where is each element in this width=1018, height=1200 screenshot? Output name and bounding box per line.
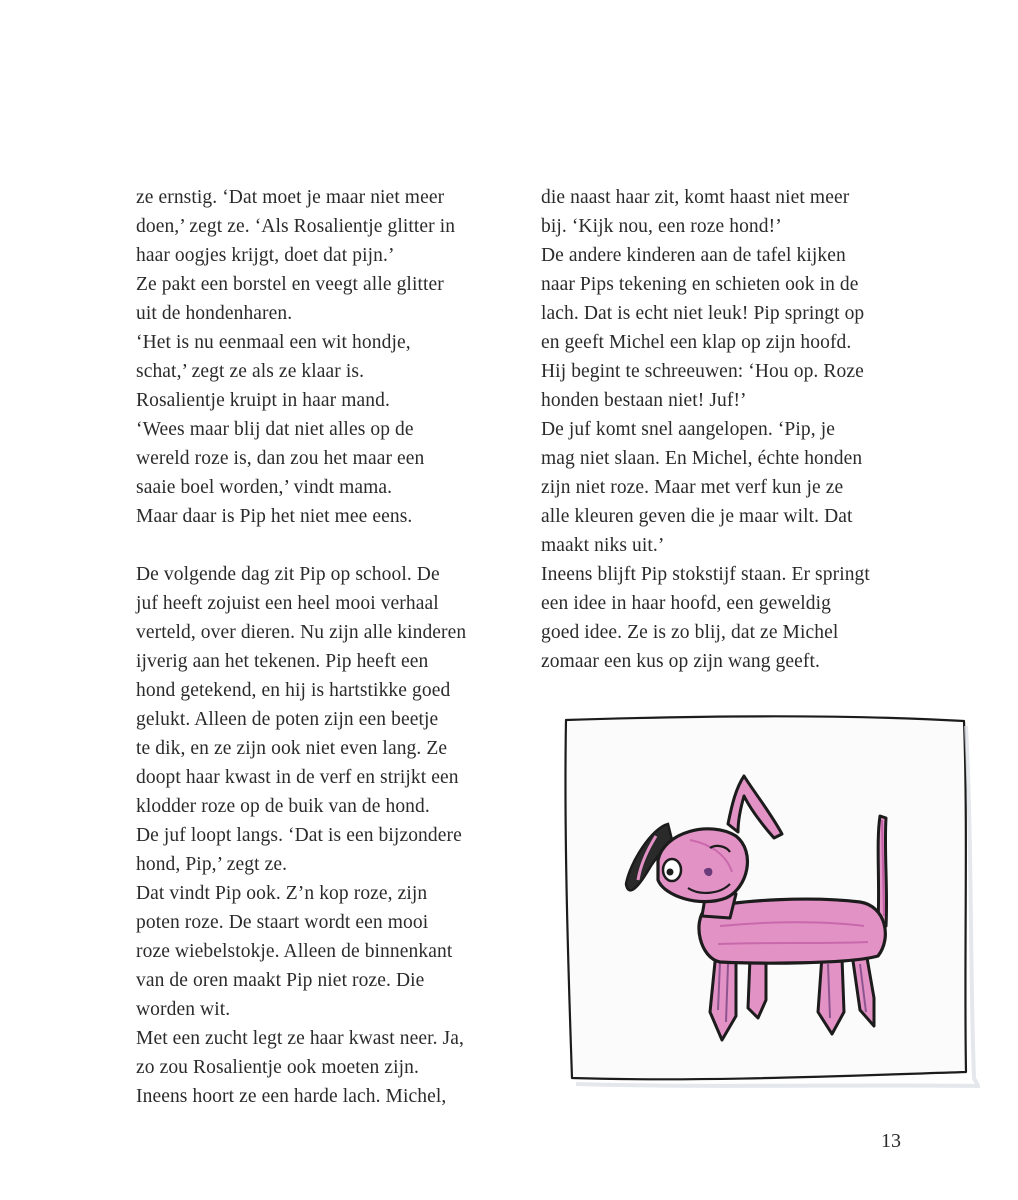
text-line: verteld, over dieren. Nu zijn alle kinderen — [136, 622, 467, 643]
text-line: wereld roze is, dan zou het maar een — [136, 448, 425, 469]
text-line: De andere kinderen aan de tafel kijken — [541, 245, 846, 266]
text-line: te dik, en ze zijn ook niet even lang. Ze — [136, 738, 448, 759]
text-line: De juf komt snel aangelopen. ‘Pip, je — [541, 419, 835, 440]
text-line: van de oren maakt Pip niet roze. Die — [136, 970, 425, 991]
text-line: goed idee. Ze is zo blij, dat ze Michel — [541, 622, 839, 643]
text-line: uit de hondenharen. — [136, 303, 293, 324]
text-line: naar Pips tekening en schieten ook in de — [541, 274, 859, 295]
text-line: klodder roze op de buik van de hond. — [136, 796, 430, 817]
page-number: 13 — [881, 1130, 901, 1152]
text-column-left — [136, 183, 516, 1111]
dog-leg-front-right — [748, 958, 766, 1018]
text-line: die naast haar zit, komt haast niet meer — [541, 187, 850, 208]
text-line: zo zou Rosalientje ook moeten zijn. — [136, 1057, 419, 1078]
text-line: gelukt. Alleen de poten zijn een beetje — [136, 709, 439, 730]
text-line: ze ernstig. ‘Dat moet je maar niet meer — [136, 187, 445, 208]
text-line: Dat vindt Pip ook. Z’n kop roze, zijn — [136, 883, 428, 904]
text-line: schat,’ zegt ze als ze klaar is. — [136, 361, 365, 382]
text-line: Ineens blijft Pip stokstijf staan. Er springt — [541, 564, 870, 585]
text-line: mag niet slaan. En Michel, échte honden — [541, 448, 863, 469]
text-line: Ineens hoort ze een harde lach. Michel, — [136, 1086, 447, 1107]
paragraph-gap — [136, 531, 516, 560]
text-line: ‘Wees maar blij dat niet alles op de — [136, 419, 414, 440]
text-line: Maar daar is Pip het niet mee eens. — [136, 506, 413, 527]
text-line: Met een zucht legt ze haar kwast neer. Ja, — [136, 1028, 464, 1049]
text-line: doopt haar kwast in de verf en strijkt een — [136, 767, 459, 788]
text-line: doen,’ zegt ze. ‘Als Rosalientje glitter in — [136, 216, 456, 237]
text-line: Hij begint te schreeuwen: ‘Hou op. Roze — [541, 361, 864, 382]
text-line: saaie boel worden,’ vindt mama. — [136, 477, 393, 498]
text-line: Rosalientje kruipt in haar mand. — [136, 390, 390, 411]
dog-pupil — [667, 869, 674, 876]
text-line: De juf loopt langs. ‘Dat is een bijzondere — [136, 825, 462, 846]
text-line: ijverig aan het tekenen. Pip heeft een — [136, 651, 429, 672]
text-line: Ze pakt een borstel en veegt alle glitter — [136, 274, 444, 295]
text-line: maakt niks uit.’ — [541, 535, 665, 556]
text-line: zomaar een kus op zijn wang geeft. — [541, 651, 820, 672]
pink-dog-illustration — [560, 712, 980, 1088]
pink-dog-drawing — [560, 712, 980, 1088]
text-line: alle kleuren geven die je maar wilt. Dat — [541, 506, 853, 527]
text-line: worden wit. — [136, 999, 231, 1020]
text-line: De volgende dag zit Pip op school. De — [136, 564, 440, 585]
text-line: ‘Het is nu eenmaal een wit hondje, — [136, 332, 411, 353]
text-line: bij. ‘Kijk nou, een roze hond!’ — [541, 216, 782, 237]
text-line: hond, Pip,’ zegt ze. — [136, 854, 288, 875]
text-line: lach. Dat is echt niet leuk! Pip springt op — [541, 303, 865, 324]
text-line: roze wiebelstokje. Alleen de binnenkant — [136, 941, 453, 962]
text-line: juf heeft zojuist een heel mooi verhaal — [136, 593, 439, 614]
text-line: poten roze. De staart wordt een mooi — [136, 912, 429, 933]
text-line: honden bestaan niet! Juf!’ — [541, 390, 747, 411]
text-column-right — [541, 183, 921, 676]
text-line: haar oogjes krijgt, doet dat pijn.’ — [136, 245, 395, 266]
text-line: hond getekend, en hij is hartstikke goed — [136, 680, 451, 701]
paper-frame — [565, 716, 966, 1079]
text-line: zijn niet roze. Maar met verf kun je ze — [541, 477, 844, 498]
text-line: en geeft Michel een klap op zijn hoofd. — [541, 332, 852, 353]
text-line: een idee in haar hoofd, een geweldig — [541, 593, 832, 614]
